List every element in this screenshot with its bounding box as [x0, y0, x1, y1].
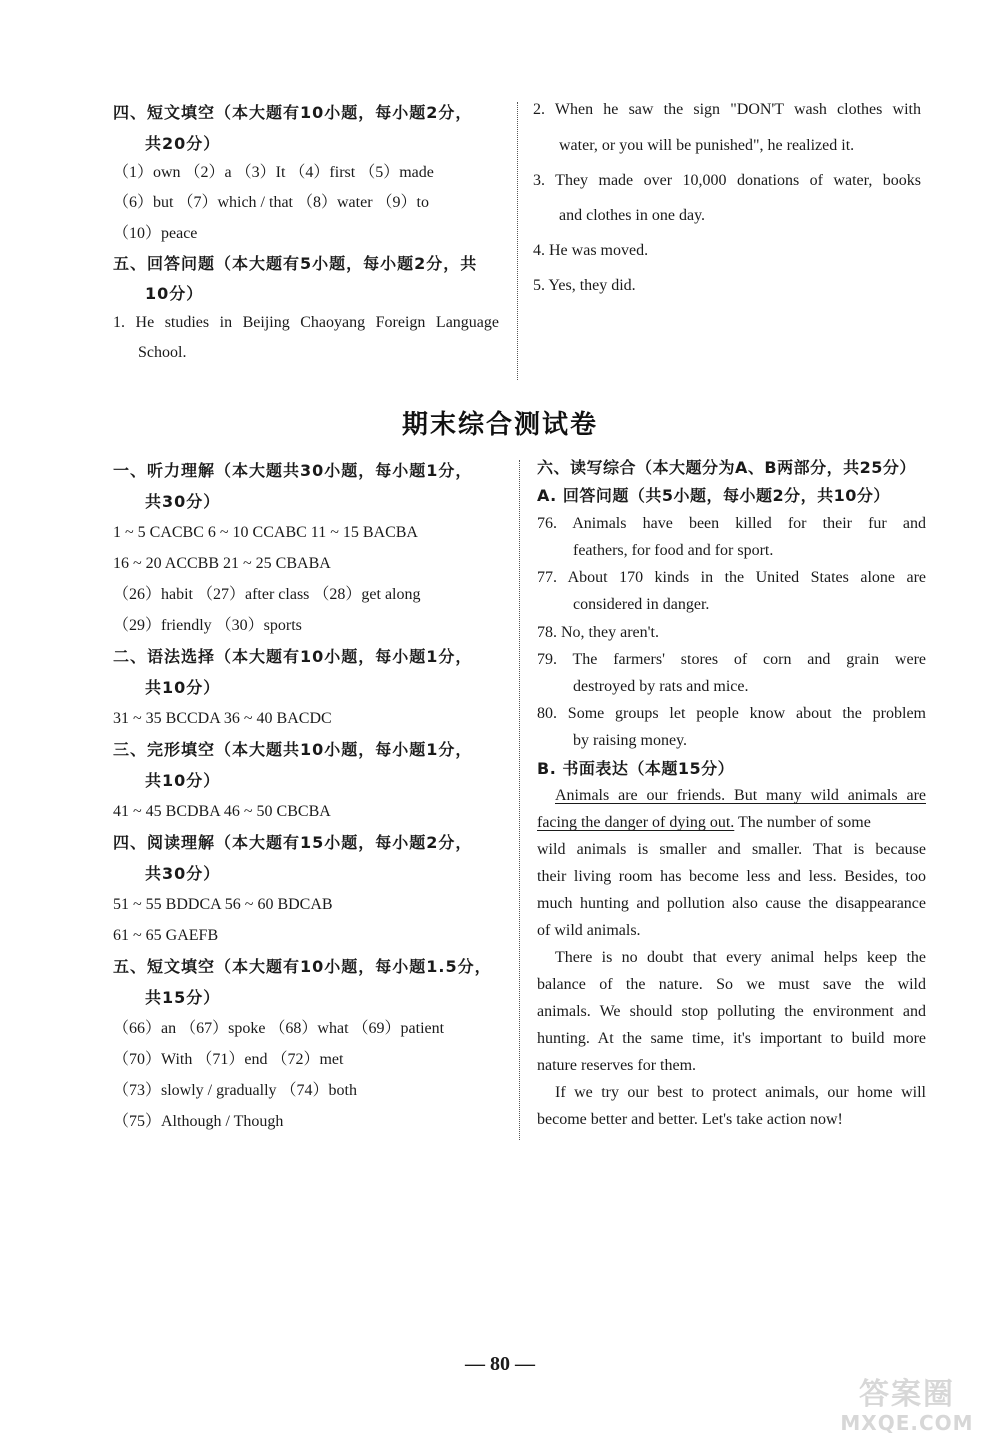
answer-item-cont: water, or you will be punished", he realized it. — [559, 137, 855, 154]
answer-item: 79. The farmers' stores of corn and grain were — [537, 651, 926, 668]
section-heading: 共30分） — [145, 492, 221, 511]
essay-line: their living room has become less and less. Besides, too — [537, 868, 926, 885]
essay-text: The number of some — [734, 814, 871, 831]
section-heading: 10分） — [145, 284, 204, 303]
section-heading: 五、短文填空（本大题有10小题，每小题1.5分， — [113, 957, 492, 976]
answer-row: 1 ~ 5 CACBC 6 ~ 10 CCABC 11 ~ 15 BACBA — [113, 524, 418, 541]
part-heading: A. 回答问题（共5小题，每小题2分，共10分） — [537, 486, 890, 505]
column-divider — [519, 460, 520, 1140]
answer-row: （1）own （2）a （3）It （4）first （5）made — [113, 164, 434, 181]
answer-item-cont: and clothes in one day. — [559, 207, 706, 224]
essay-line: much hunting and pollution also cause the disappearance — [537, 895, 926, 912]
section-heading: 共10分） — [145, 771, 221, 790]
answer-row: （29）friendly （30）sports — [113, 617, 302, 634]
section-heading: 六、读写综合（本大题分为A、B两部分，共25分） — [537, 458, 916, 477]
answer-item: 76. Animals have been killed for their fur and — [537, 515, 926, 532]
essay-line: of wild animals. — [537, 922, 641, 939]
answer-item: 78. No, they aren't. — [537, 624, 659, 641]
essay-underlined: facing the danger of dying out. — [537, 814, 735, 831]
page-number: — 80 — — [465, 1353, 535, 1375]
section-heading: 共15分） — [145, 988, 221, 1007]
answer-row: （75）Although / Though — [113, 1113, 284, 1130]
column-divider — [517, 102, 518, 380]
answer-row: （73）slowly / gradually （74）both — [113, 1082, 357, 1099]
answer-item-cont: by raising money. — [573, 732, 688, 749]
part-heading: B. 书面表达（本题15分） — [537, 759, 735, 778]
answer-row: 51 ~ 55 BDDCA 56 ~ 60 BDCAB — [113, 896, 333, 913]
answer-row: 61 ~ 65 GAEFB — [113, 927, 219, 944]
answer-item: 1. He studies in Beijing Chaoyang Foreign Language — [113, 314, 499, 331]
section-heading: 一、听力理解（本大题共30小题，每小题1分， — [113, 461, 473, 480]
answer-item-cont: considered in danger. — [573, 596, 710, 613]
answer-item-cont: feathers, for food and for sport. — [573, 542, 774, 559]
answer-row: （26）habit （27）after class （28）get along — [113, 586, 421, 603]
answer-row: （10）peace — [113, 225, 198, 242]
answer-item: 77. About 170 kinds in the United States alone are — [537, 569, 926, 586]
answer-item-cont: destroyed by rats and mice. — [573, 678, 749, 695]
answer-row: （6）but （7）which / that （8）water （9）to — [113, 194, 429, 211]
answer-item-cont: School. — [138, 344, 187, 361]
section-heading: 共10分） — [145, 678, 221, 697]
section-heading: 五、回答问题（本大题有5小题，每小题2分，共 — [113, 254, 478, 273]
section-heading: 共20分） — [145, 134, 221, 153]
answer-row: （70）With （71）end （72）met — [113, 1051, 344, 1068]
essay-line: animals. We should stop polluting the environment and — [537, 1003, 926, 1020]
watermark-text: 答案圈 — [859, 1377, 955, 1412]
answer-row: 16 ~ 20 ACCBB 21 ~ 25 CBABA — [113, 555, 331, 572]
section-title: 期末综合测试卷 — [401, 410, 598, 440]
essay-line — [537, 813, 926, 833]
essay-line: There is no doubt that every animal helps keep the — [555, 949, 926, 966]
section-heading: 四、短文填空（本大题有10小题，每小题2分， — [113, 103, 473, 122]
answer-item: 3. They made over 10,000 donations of water, books — [533, 172, 921, 189]
answer-row: 31 ~ 35 BCCDA 36 ~ 40 BACDC — [113, 710, 332, 727]
watermark-logo — [832, 1378, 982, 1438]
essay-line: If we try our best to protect animals, our home will — [555, 1084, 926, 1101]
answer-item: 2. When he saw the sign "DON'T wash clothes with — [533, 101, 921, 118]
answer-item: 80. Some groups let people know about the problem — [537, 705, 926, 722]
essay-line: wild animals is smaller and smaller. That is because — [537, 841, 926, 858]
section-heading: 四、阅读理解（本大题有15小题，每小题2分， — [113, 833, 473, 852]
essay-line: hunting. At the same time, it's important to build more — [537, 1030, 926, 1047]
section-heading: 共30分） — [145, 864, 221, 883]
essay-line: nature reserves for them. — [537, 1057, 697, 1074]
answer-item: 5. Yes, they did. — [533, 277, 636, 294]
essay-line: balance of the nature. So we must save the wild — [537, 976, 926, 993]
section-heading: 二、语法选择（本大题有10小题，每小题1分， — [113, 647, 473, 666]
essay-line: Animals are our friends. But many wild animals are — [555, 787, 926, 804]
watermark-url: MXQE.COM — [840, 1411, 974, 1435]
section-heading: 三、完形填空（本大题共10小题，每小题1分， — [113, 740, 473, 759]
answer-row: 41 ~ 45 BCDBA 46 ~ 50 CBCBA — [113, 803, 331, 820]
answer-row: （66）an （67）spoke （68）what （69）patient — [113, 1020, 445, 1037]
essay-line: become better and better. Let's take action now! — [537, 1111, 843, 1128]
answer-item: 4. He was moved. — [533, 242, 649, 259]
